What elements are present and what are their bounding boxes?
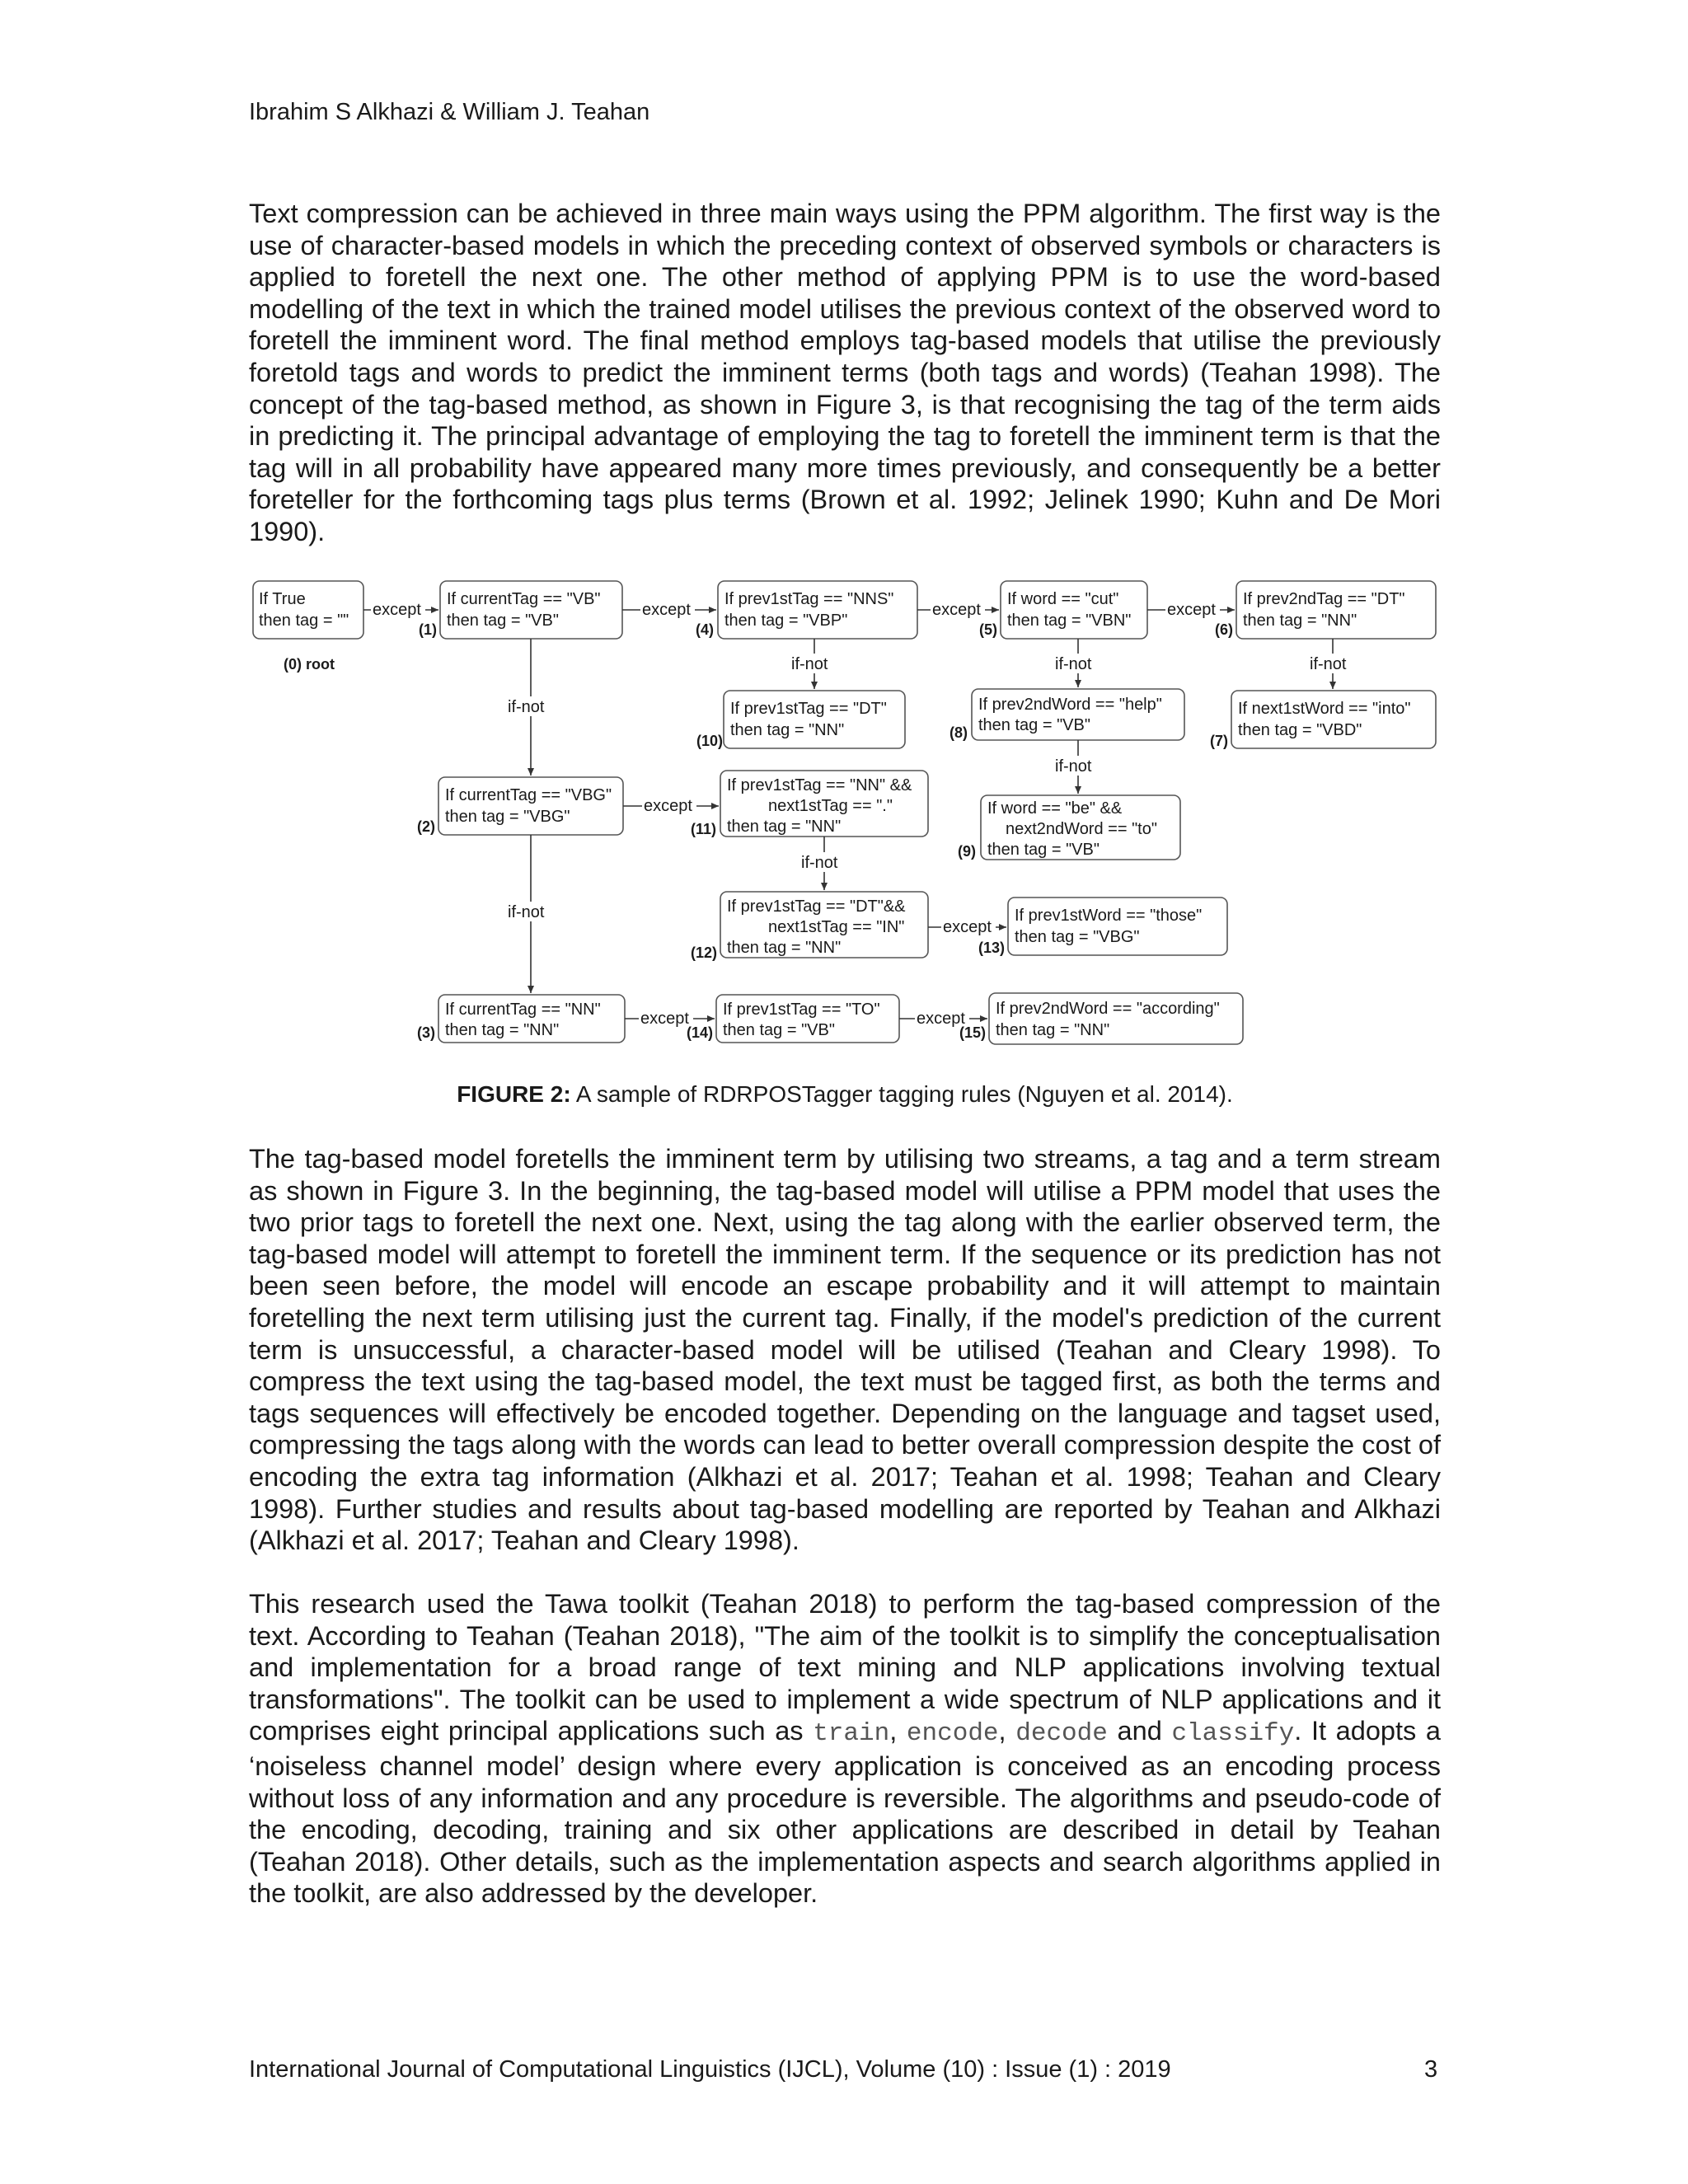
svg-text:if-not: if-not (1055, 757, 1092, 776)
svg-text:If currentTag == "VB": If currentTag == "VB" (447, 590, 601, 608)
svg-text:next2ndWord == "to": next2ndWord == "to" (1006, 820, 1157, 838)
ifnot-edge-6-7 (1307, 639, 1358, 689)
svg-text:then tag = "VBG": then tag = "VBG" (1015, 928, 1140, 946)
rule-node-11 (691, 771, 928, 837)
svg-text:If prev2ndWord == "help": If prev2ndWord == "help" (978, 696, 1162, 714)
svg-text:(8): (8) (950, 724, 968, 741)
svg-text:If True: If True (259, 590, 306, 608)
body-paragraph-3 (249, 1588, 1441, 1910)
page-number: 3 (1424, 2056, 1438, 2083)
svg-text:If word == "be" &&: If word == "be" && (987, 799, 1123, 818)
svg-text:if-not: if-not (791, 655, 828, 673)
ifnot-edge-8-9 (1053, 740, 1104, 794)
svg-text:(11): (11) (691, 821, 717, 837)
svg-text:then tag = "": then tag = "" (259, 612, 349, 630)
svg-text:If prev2ndWord == "according": If prev2ndWord == "according" (996, 1000, 1220, 1018)
svg-text:If next1stWord == "into": If next1stWord == "into" (1238, 700, 1411, 718)
svg-text:if-not: if-not (801, 854, 838, 872)
except-edge-4-5 (917, 600, 999, 620)
svg-text:(6): (6) (1215, 621, 1233, 638)
rule-node-14 (687, 995, 899, 1043)
svg-text:then tag = "NN": then tag = "NN" (730, 721, 845, 739)
body-paragraph-1: Text compression can be achieved in three main ways using the PPM algorithm. The first way is the use of character-based models in which the preceding context of observed symbols or characters is applied to foretell the next one. The other method of applying PPM is to use the word-based modelling of the text in which the trained model utilises the previous context of the observed word to foretell the imminent word. The final method employs tag-based models that utilise the previously foretold tags and words to predict the imminent terms (both tags and words) (Teahan 1998). The concept of the tag-based method, as shown in Figure 3, is that recognising the tag of the term aids in predicting it. The principal advantage of employing the tag to foretell the imminent term is that the tag will in all probability have appeared many more times previously, and consequently be a better foreteller for the forthcoming tags plus terms (Brown et al. 1992; Jelinek 1990; Kuhn and De Mori 1990). (249, 199, 1441, 546)
paragraph-3-text-b: . It adopts a ‘noiseless channel model’ design where every application is conceived as an encoding process without loss of any information and any procedure is reversible. The algorithms and pseudo-code of the encoding, decoding, training and six other applications are described in detail by Teahan (Teahan 2018). Other details, such as the implementation aspects and search algorithms applied in the toolkit, are also addressed by the developer. (249, 1716, 1441, 1909)
code-train: train (813, 1719, 890, 1749)
svg-text:if-not: if-not (508, 698, 545, 716)
except-edge-0-1 (363, 600, 438, 620)
svg-text:(2): (2) (417, 818, 435, 835)
svg-text:then tag = "NN": then tag = "NN" (727, 818, 842, 836)
svg-text:If currentTag == "VBG": If currentTag == "VBG" (445, 786, 612, 804)
rule-node-6 (1215, 581, 1436, 639)
code-classify: classify (1171, 1719, 1295, 1749)
rule-node-8 (950, 689, 1184, 741)
svg-text:(1): (1) (419, 621, 437, 638)
svg-text:then tag = "NN": then tag = "NN" (727, 939, 842, 957)
ifnot-edge-2-3 (505, 835, 556, 993)
ifnot-edge-4-10 (789, 639, 840, 689)
code-encode: encode (906, 1719, 999, 1749)
rule-node-12 (691, 892, 928, 961)
svg-text:(0) root: (0) root (284, 656, 335, 673)
rule-node-15 (959, 993, 1243, 1044)
svg-text:(9): (9) (958, 843, 976, 860)
svg-text:next1stTag == ".": next1stTag == "." (768, 797, 893, 815)
svg-text:then tag = "VBN": then tag = "VBN" (1007, 612, 1132, 630)
rule-node-2 (417, 777, 623, 835)
journal-footer: International Journal of Computational Linguistics (IJCL), Volume (10) : Issue (1) : 2019 (249, 2056, 1171, 2083)
svg-text:If prev1stTag == "DT": If prev1stTag == "DT" (730, 700, 887, 718)
rule-node-0 (253, 581, 363, 673)
svg-text:except: except (917, 1010, 965, 1028)
ifnot-edge-11-12 (799, 837, 850, 890)
rule-node-10 (696, 691, 905, 749)
separator-2: , (998, 1716, 1016, 1746)
separator-1: , (889, 1716, 907, 1746)
rule-node-5 (979, 581, 1147, 639)
paragraph-3-text-a: This research used the Tawa toolkit (Teahan 2018) to perform the tag-based compression of the text. According to Teahan (Teahan 2018), "The aim of the toolkit is to simplify the conceptualisation and implementation for a broad range of text mining and NLP applications involving textual transformations". The toolkit can be used to implement a wide spectrum of NLP applications and it comprises eight principal applications such as (249, 1589, 1441, 1746)
svg-text:then tag = "NN": then tag = "NN" (996, 1021, 1110, 1039)
svg-text:next1stTag == "IN": next1stTag == "IN" (768, 918, 905, 936)
svg-text:then tag = "VB": then tag = "VB" (447, 612, 559, 630)
figure-caption (249, 1081, 1441, 1108)
svg-text:then tag = "NN": then tag = "NN" (1243, 612, 1357, 630)
svg-text:(3): (3) (417, 1024, 435, 1041)
ifnot-edge-5-8 (1053, 639, 1104, 687)
svg-text:If prev2ndTag == "DT": If prev2ndTag == "DT" (1243, 590, 1405, 608)
rule-node-3 (417, 995, 625, 1043)
except-edge-1-4 (622, 600, 716, 620)
except-edge-12-13 (928, 917, 1006, 937)
svg-text:except: except (640, 1010, 689, 1028)
figure-caption-label: FIGURE 2: (457, 1081, 571, 1107)
rule-node-4 (696, 581, 917, 639)
svg-text:If prev1stTag == "NN" &&: If prev1stTag == "NN" && (727, 776, 912, 794)
figure-caption-text: A sample of RDRPOSTagger tagging rules (Nguyen et al. 2014). (570, 1081, 1233, 1107)
rule-node-9 (958, 795, 1180, 860)
rule-node-13 (978, 898, 1227, 956)
svg-text:(4): (4) (696, 621, 714, 638)
svg-text:then tag = "VBP": then tag = "VBP" (724, 612, 848, 630)
running-header: Ibrahim S Alkhazi & William J. Teahan (249, 99, 650, 125)
svg-text:(14): (14) (687, 1024, 714, 1041)
svg-text:If word == "cut": If word == "cut" (1007, 590, 1119, 608)
svg-text:if-not: if-not (1055, 655, 1092, 673)
svg-text:If prev1stTag == "TO": If prev1stTag == "TO" (723, 1001, 880, 1019)
svg-text:(10): (10) (696, 733, 724, 749)
svg-text:except: except (1167, 601, 1216, 619)
except-edge-2-11 (623, 796, 719, 816)
svg-text:(7): (7) (1210, 733, 1228, 749)
svg-text:except: except (642, 601, 691, 619)
rule-node-7 (1210, 691, 1436, 749)
rdrpostagger-rules-figure (249, 573, 1441, 1051)
svg-text:if-not: if-not (508, 903, 545, 921)
svg-text:except: except (932, 601, 981, 619)
rules-tree-diagram (249, 573, 1441, 1051)
svg-text:(5): (5) (979, 621, 997, 638)
svg-text:then tag = "NN": then tag = "NN" (445, 1021, 560, 1039)
svg-text:then tag = "VB": then tag = "VB" (978, 716, 1090, 734)
svg-text:if-not: if-not (1310, 655, 1347, 673)
svg-text:then tag = "VB": then tag = "VB" (723, 1021, 835, 1039)
svg-text:If currentTag == "NN": If currentTag == "NN" (445, 1001, 601, 1019)
code-decode: decode (1015, 1719, 1108, 1749)
svg-text:(13): (13) (978, 940, 1006, 956)
svg-text:If prev1stTag == "NNS": If prev1stTag == "NNS" (724, 590, 894, 608)
body-paragraph-2: The tag-based model foretells the imminent term by utilising two streams, a tag and a term stream as shown in Figure 3. In the beginning, the tag-based model will utilise a PPM model that uses the two prior tags to foretell the next one. Next, using the tag along with the earlier observed term, the tag-based model will attempt to foretell the imminent term. If the sequence or its prediction has not been seen before, the model will encode an escape probability and it will attempt to maintain foretelling the next term utilising just the current tag. Finally, if the model's prediction of the current term is unsuccessful, a character-based model will be utilised (Teahan and Cleary 1998). To compress the text using the tag-based model, the text must be tagged first, as both the terms and tags sequences will effectively be encoded together. Depending on the language and tagset used, compressing the tags along with the words can lead to better overall compression despite the cost of encoding the extra tag information (Alkhazi et al. 2017; Teahan et al. 1998; Teahan and Cleary 1998). Further studies and results about tag-based modelling are reported by Teahan and Alkhazi (Alkhazi et al. 2017; Teahan and Cleary 1998). (249, 1144, 1441, 1556)
svg-text:except: except (644, 797, 692, 815)
svg-text:then tag = "VBG": then tag = "VBG" (445, 808, 570, 826)
svg-text:except: except (373, 601, 421, 619)
svg-text:If prev1stWord == "those": If prev1stWord == "those" (1015, 907, 1203, 925)
except-edge-5-6 (1147, 600, 1235, 620)
svg-text:(15): (15) (959, 1024, 987, 1041)
ifnot-edge-1-2 (505, 639, 556, 776)
separator-3: and (1107, 1716, 1172, 1746)
svg-text:If prev1stTag == "DT"&&: If prev1stTag == "DT"&& (727, 898, 906, 916)
svg-text:then tag = "VBD": then tag = "VBD" (1238, 721, 1362, 739)
svg-text:(12): (12) (691, 944, 718, 961)
svg-text:then tag = "VB": then tag = "VB" (987, 841, 1100, 859)
rule-node-1 (419, 581, 622, 639)
svg-text:except: except (943, 918, 992, 936)
